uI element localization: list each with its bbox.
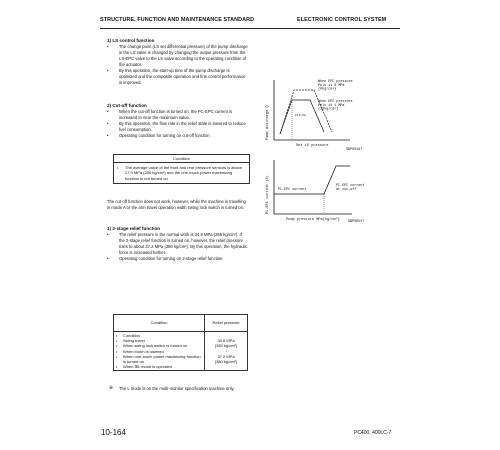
value-raised: 37.2 MPa <box>217 353 235 359</box>
list-item: • Swing travel <box>116 338 202 343</box>
label-epc-0: When EPC pressure Pels is 0 MPa {0kg/cm²} <box>318 80 353 92</box>
value-normal-kg: {355 kg/cm²} <box>214 343 238 349</box>
cut-off-condition-box <box>113 154 250 184</box>
ls-pressure-graph <box>262 72 372 152</box>
header-left-title: STRUCTURE, FUNCTION AND MAINTENANCE STANDARD <box>100 17 255 23</box>
l-mode-note <box>109 386 259 392</box>
bullet-item: • Operating condition for turning on cut-off function <box>113 133 248 139</box>
relief-values <box>205 332 248 371</box>
section-title: 1) LS control function <box>107 38 155 43</box>
list-item: • When swing lock switch is turned on <box>116 343 202 348</box>
bullet-item: • By this operation, the start-up time of the pump discharge is optimized and the composite operation and fine control performance is improved. <box>113 68 248 86</box>
condition-list <box>114 332 205 371</box>
table-header-condition: Condition <box>114 315 205 332</box>
list-item: • When one-touch power maximizing function is turned on <box>116 354 202 364</box>
label-epc-current: PC-EPC current <box>278 188 307 192</box>
x-axis-label: Set LS pressure <box>296 144 329 148</box>
list-item: • Condition <box>116 333 202 338</box>
label-epc-1: When EPC pressure Pels is 1 MPa {10kg/cm²} <box>318 100 353 112</box>
header-right-title: ELECTRONIC CONTROL SYSTEM <box>297 17 387 23</box>
list-item: • When ⊞L mode is operated <box>116 364 202 369</box>
label-cut-off: PC-EPC current at cut-off <box>336 184 365 192</box>
cut-off-graph <box>262 152 372 232</box>
machine-model: PC400, 400LC-7 <box>354 430 392 436</box>
condition-text: • The average value of the front and rear pressure sensors is above 27.9 MPa {285 kg/cm²} and the one-touch power maximizing function is not turned on <box>114 163 249 183</box>
section-title: 2) Cut-off function <box>107 103 147 108</box>
figure-code: SBP00167 <box>346 148 363 152</box>
figure-code: SBP00547 <box>348 220 365 224</box>
list-item: • When boom is lowered <box>116 349 202 354</box>
label-pls-pa: PLS-PA <box>295 114 306 117</box>
bullet-item: • The relief pressure in the normal work is 34.8 MPa {355 kg/cm²}. If the 2-stage relief function is turned on, however, the relief pressure rises to about 37.2 MPa {380 kg/cm²}. By this operation, the hydraulic force is increased further. <box>113 232 248 256</box>
y-axis-label: Pump discharge Q <box>266 105 270 140</box>
value-raised-kg: {380 kg/cm²} <box>214 358 238 364</box>
section-cut-off <box>107 103 248 139</box>
bullet-item: • Operating condition for turning on 2-stage relief function <box>113 256 248 262</box>
page-number: 10-164 <box>101 428 126 437</box>
cut-off-note-paragraph: The cut-off function does not work, however, while the machine is travelling in mode A or the arm travel operation width swing lock switch is turned on. <box>107 199 246 210</box>
note-text: The L mode is on the multi-monitor specification machine only. <box>119 386 235 391</box>
section-ls-control <box>107 38 248 86</box>
y-axis-label: PC-EPC current (A) <box>266 175 270 214</box>
note-mark-icon: ※ <box>109 385 114 391</box>
section-2-stage-relief <box>107 226 248 262</box>
table-header-relief-pressure: Relief pressure <box>205 315 248 332</box>
bullet-item: • The change point (LS set differential pressure) of the pump discharge in the LS valve is changed by changing the output pressure from the LS-EPC valve to the LS valve according to the operating condition of the actuator. <box>113 44 248 68</box>
arrow-down-icon: ↓ <box>225 348 227 354</box>
condition-header: Condition <box>114 155 249 163</box>
relief-condition-table <box>113 314 248 371</box>
bullet-item: • By this operation, the flow rate in the relief state is lowered to reduce fuel consumption. <box>113 121 248 133</box>
page-header <box>0 14 500 28</box>
x-axis-label: Pump pressure MPa{kg/cm²} <box>286 218 340 222</box>
header-rule <box>100 28 400 29</box>
value-normal: 34.8 MPa <box>217 338 235 343</box>
section-title: 1) 2-stage relief function <box>107 226 161 231</box>
bullet-item: • When the cut-off function is turned on, the PC-EPC current is increased to near the maximum value. <box>113 109 248 121</box>
